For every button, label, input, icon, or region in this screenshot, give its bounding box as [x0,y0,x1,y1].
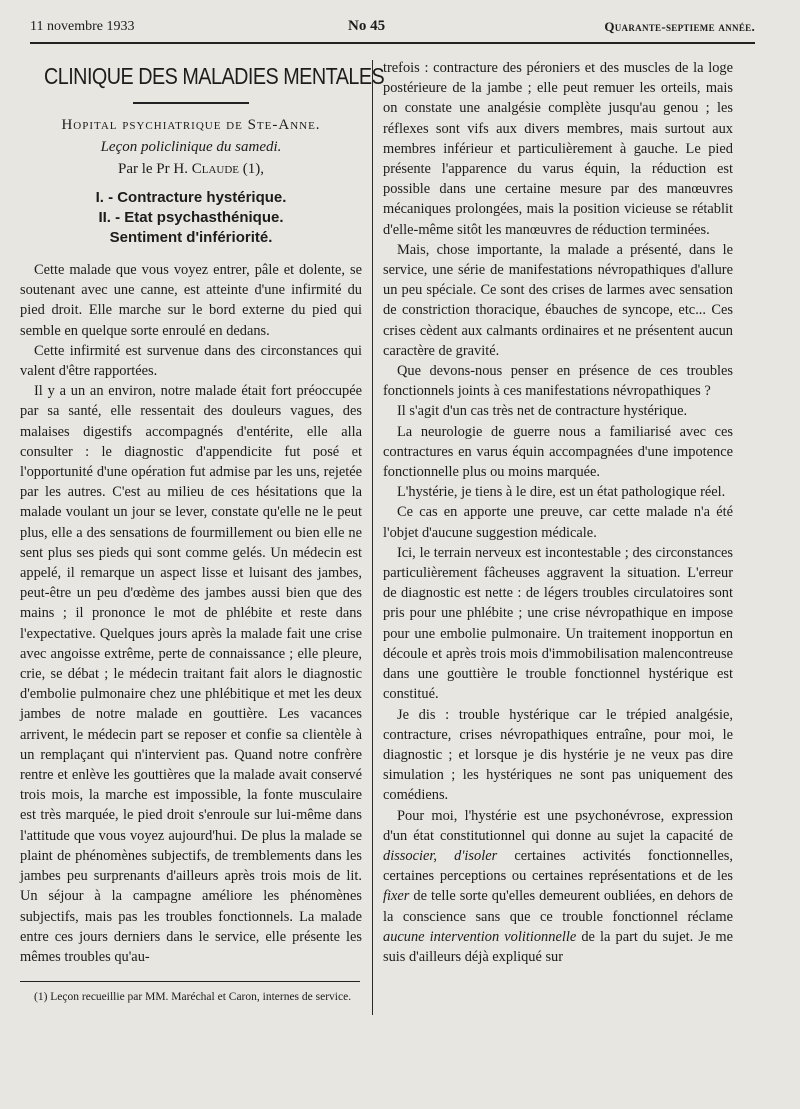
author-prefix: Par le Pr H. [117,161,188,177]
subheading: I. - Contracture hystérique. [95,189,287,206]
footnote-rule [20,981,360,982]
subheadings [20,188,362,248]
body-paragraph: Il s'agit d'un cas très net de contracture hystérique. [397,403,688,420]
body-paragraph: La neurologie de guerre nous a familiarisé avec ces contractures en varus équin accompagnées d'une impotence fonctionnelle plus ou moins marquée. [383,423,733,481]
italic-phrase: dissocier, d'isoler [383,847,498,864]
subheading: Sentiment d'infériorité. [109,229,273,246]
subheading: II. - Etat psychasthénique. [98,209,284,226]
issue-number: No 45 [348,18,386,34]
body-paragraph: Ici, le terrain nerveux est incontestable ; des circonstances particulièrement fâcheuses aggravent la situation. L'erreur de diagnostic est nette : de légers troubles circulatoires sont pris pour une phlébite ; une crise névropathique en impose pour une embolie pulmonaire. Un traitement inopportun en découle et après trois mois d'immobilisation malencontreuse dans une gouttière le trouble fonctionnel hystérique est constitué. [383,544,733,703]
body-paragraph: Je dis : trouble hystérique car le trépied analgésie, contracture, crises névropathiques entraîne, pour moi, le diagnostic ; et lorsque je dis hystérie je ne veux pas dire simulation ; les hystériques ne sont pas uniquement des comédiens. [383,706,733,804]
author-line [20,158,362,180]
publication-year: Quarante-septieme année. [604,19,755,34]
body-paragraph: Ce cas en apporte une preuve, car cette malade n'a été l'objet d'aucune suggestion médicale. [383,504,733,541]
body-paragraph: Que devons-nous penser en présence de ces troubles fonctionnels joints à ces manifestations névropathiques ? [383,363,733,400]
issue-date: 11 novembre 1933 [30,19,135,34]
body-paragraph: trefois : contracture des péroniers et des muscles de la loge postérieure de la jambe ; elle peut remuer les orteils, mais on constate une analgésie complète jusqu'au genou ; les réflexes sont vifs aux divers membres, mais surtout aux membres inférieur et particulièrement à gauche. Le pied présente l'apparence du varus équin, la réduction est possible dans une certaine mesure par des manœuvres mécaniques prolongées, mais la position vicieuse se rétablit d'elle-même sitôt les manœuvres de réduction terminées. [383,60,733,238]
body-paragraph: Cette infirmité est survenue dans des circonstances qui valent d'être rapportées. [20,342,362,380]
title-rule [133,102,249,104]
right-column [383,58,733,967]
footnote: (1) Leçon recueillie par MM. Maréchal et Caron, internes de service. [34,991,352,1004]
left-column [20,58,385,1004]
lecture-line: Leçon policlinique du samedi. [100,139,282,155]
page-header [30,14,755,44]
author-footnote-ref: (1), [242,161,265,177]
body-paragraph: Mais, chose importante, la malade a présenté, dans le service, une série de manifestations névropathiques d'allure un peu spéciale. Ce sont des crises de larmes avec sensation de constriction thoracique, ébauches de syncope, etc... Ces crises cèdent aux calmants ordinaires et ne présentent aucun caractère de gravité. [383,241,733,359]
hospital-line: Hopital psychiatrique de Ste-Anne. [61,117,321,133]
body-paragraph: Cette malade que vous voyez entrer, pâle et dolente, se soutenant avec une canne, est atteinte d'une infirmité du pied droit. Elle marche sur le bord externe du pied qui semble en quelque sorte enroulé en dedans. [20,262,362,339]
body-paragraph: L'hystérie, je tiens à le dire, est un état pathologique réel. [397,484,726,501]
author-name: Claude [191,161,240,177]
italic-phrase: fixer [383,888,410,905]
article-title: CLINIQUE DES MALADIES MENTALES [43,63,385,89]
column-divider [372,60,373,1015]
body-paragraph: Il y a un an environ, notre malade était fort préoccupée par sa santé, elle ressentait des douleurs vagues, des malaises digestifs accompagnés d'entérite, elle alla consulter : le diagnostic d'appendicite fut posé et l'opportunité d'une opération fut admise par les uns, rejetée par les autres. C'est au milieu de ces hésitations que la malade voulant un jour se lever, constate qu'elle ne le peut plus, elle a des sensations de fourmillement ou bien elle ne sent plus ses pieds qui sont comme gelés. Un médecin est appelé, il remarque un aspect lisse et luisant des jambes, peut-être un peu d'œdème des jambes aussi bien que des mains ; il prononce le mot de phlébite et reste dans l'expectative. Quelques jours après la malade fait une crise avec angoisse extrême, perte de connaissance ; elle pleure, crie, se débat ; le médecin traitant fait alors le diagnostic d'embolie pulmonaire chez une phlébitique et met les deux jambes de notre malade en gouttière. Les vacances arrivent, le médecin part se reposer et confie sa clientèle à un remplaçant qui n'intervient pas. Quand notre confrère rentre et enlève les gouttières que la malade avait conservé trois mois, la marche est impossible, la fonte musculaire est très marquée, le pied droit s'enroule sur lui-même dans l'attitude que vous voyez aujourd'hui. De plus la malade se plaint de phénomènes subjectifs, de tremblements dans les jambes peu surprenants d'ailleurs après trois mois de lit. Un séjour à la campagne améliore les phénomènes subjectifs, mais pas les troubles fonctionnels. La malade entre ces jours derniers dans le service, elle présente les mêmes troubles qu'au- [20,383,362,965]
body-paragraph-last: Pour moi, l'hystérie est une psychonévrose, expression d'un état constitutionnel qui donne au sujet la capacité de dissocier, d'isoler certaines activités fonctionnelles, certaines perceptions ou certaines représentations et de les fixer de telle sorte qu'elles demeurent oubliées, en dehors de la conscience sans que ce trouble fonctionnel réclame aucune intervention volitionnelle de la part du sujet. Je me suis d'ailleurs déjà expliqué sur [383,807,733,965]
italic-phrase: aucune intervention volitionnelle [383,928,577,945]
